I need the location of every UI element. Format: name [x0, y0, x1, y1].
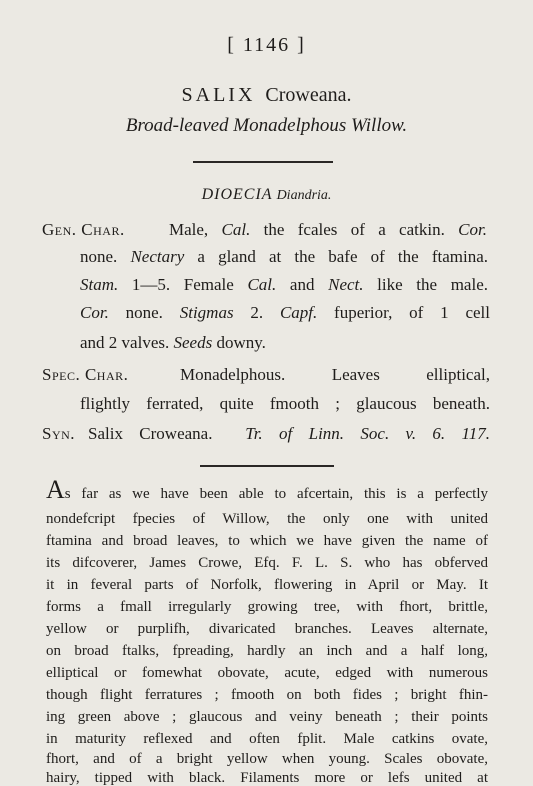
body-line: on broad ftalks, fpreading, hardly an inch and a half long, [46, 643, 488, 659]
divider-rule [200, 465, 334, 467]
gen-char-line-4: Cor. none. Stigmas 2. Capf. fuperior, of 1 cell [80, 303, 490, 322]
class-name: DIOECIA [201, 186, 273, 203]
linnaean-classification [0, 186, 533, 204]
order-name: Diandria. [276, 188, 332, 203]
body-line: ing green above ; glaucous and veiny beneath ; their points [46, 709, 488, 725]
body-line: fhort, and of a bright yellow when young. Scales obovate, [46, 751, 488, 767]
plant-title [0, 84, 533, 107]
divider-rule [193, 161, 333, 163]
page-number: [ 1146 ] [227, 34, 306, 56]
body-line: As far as we have been able to afcertain, this is a perfectly [46, 475, 488, 504]
drop-cap: A [46, 475, 65, 504]
body-line: ftamina and broad leaves, to which we have given the name of [46, 533, 488, 549]
gen-char-line-1: Male, Cal. the fcales of a catkin. Cor. [169, 220, 487, 239]
syn-line: Salix Croweana. Tr. of Linn. Soc. v. 6. 117. [88, 424, 491, 443]
body-line: forms a fmall irregularly growing tree, with fhort, brittle, [46, 599, 488, 615]
body-line: it in feveral parts of Norfolk, flowering in April or May. It [46, 577, 488, 593]
body-line: yellow or purplifh, divaricated branches. Leaves alternate, [46, 621, 488, 637]
gen-char-line-2: none. Nectary a gland at the bafe of the ftamina. [80, 247, 488, 266]
gen-char-line-3: Stam. 1—5. Female Cal. and Nect. like the male. [80, 275, 488, 294]
body-line: its difcoverer, James Crowe, Efq. F. L. S. who has obferved [46, 555, 488, 571]
spec-char-line-2: flightly ferrated, quite fmooth ; glaucous beneath. [80, 394, 490, 413]
gen-char-line-5: and 2 valves. Seeds downy. [80, 333, 266, 352]
species-name: Croweana. [265, 84, 352, 106]
body-line: though flight ferratures ; fmooth on both fides ; bright fhin- [46, 687, 488, 703]
spec-char-label: Spec. Char. [42, 365, 129, 384]
body-line: nondefcript fpecies of Willow, the only one with united [46, 511, 488, 527]
common-name: Broad-leaved Monadelphous Willow. [125, 115, 408, 136]
body-line: in maturity reflexed and often fplit. Male catkins ovate, [46, 731, 488, 747]
gen-char-label: Gen. Char. [42, 220, 125, 239]
genus-name: SALIX [181, 84, 256, 106]
body-line: hairy, tipped with black. Filaments more or lefs united at [46, 770, 488, 786]
syn-label: Syn. [42, 424, 76, 443]
spec-char-line-1: Monadelphous. Leaves elliptical, [180, 365, 490, 384]
body-line: elliptical or fomewhat obovate, acute, edged with numerous [46, 665, 488, 681]
